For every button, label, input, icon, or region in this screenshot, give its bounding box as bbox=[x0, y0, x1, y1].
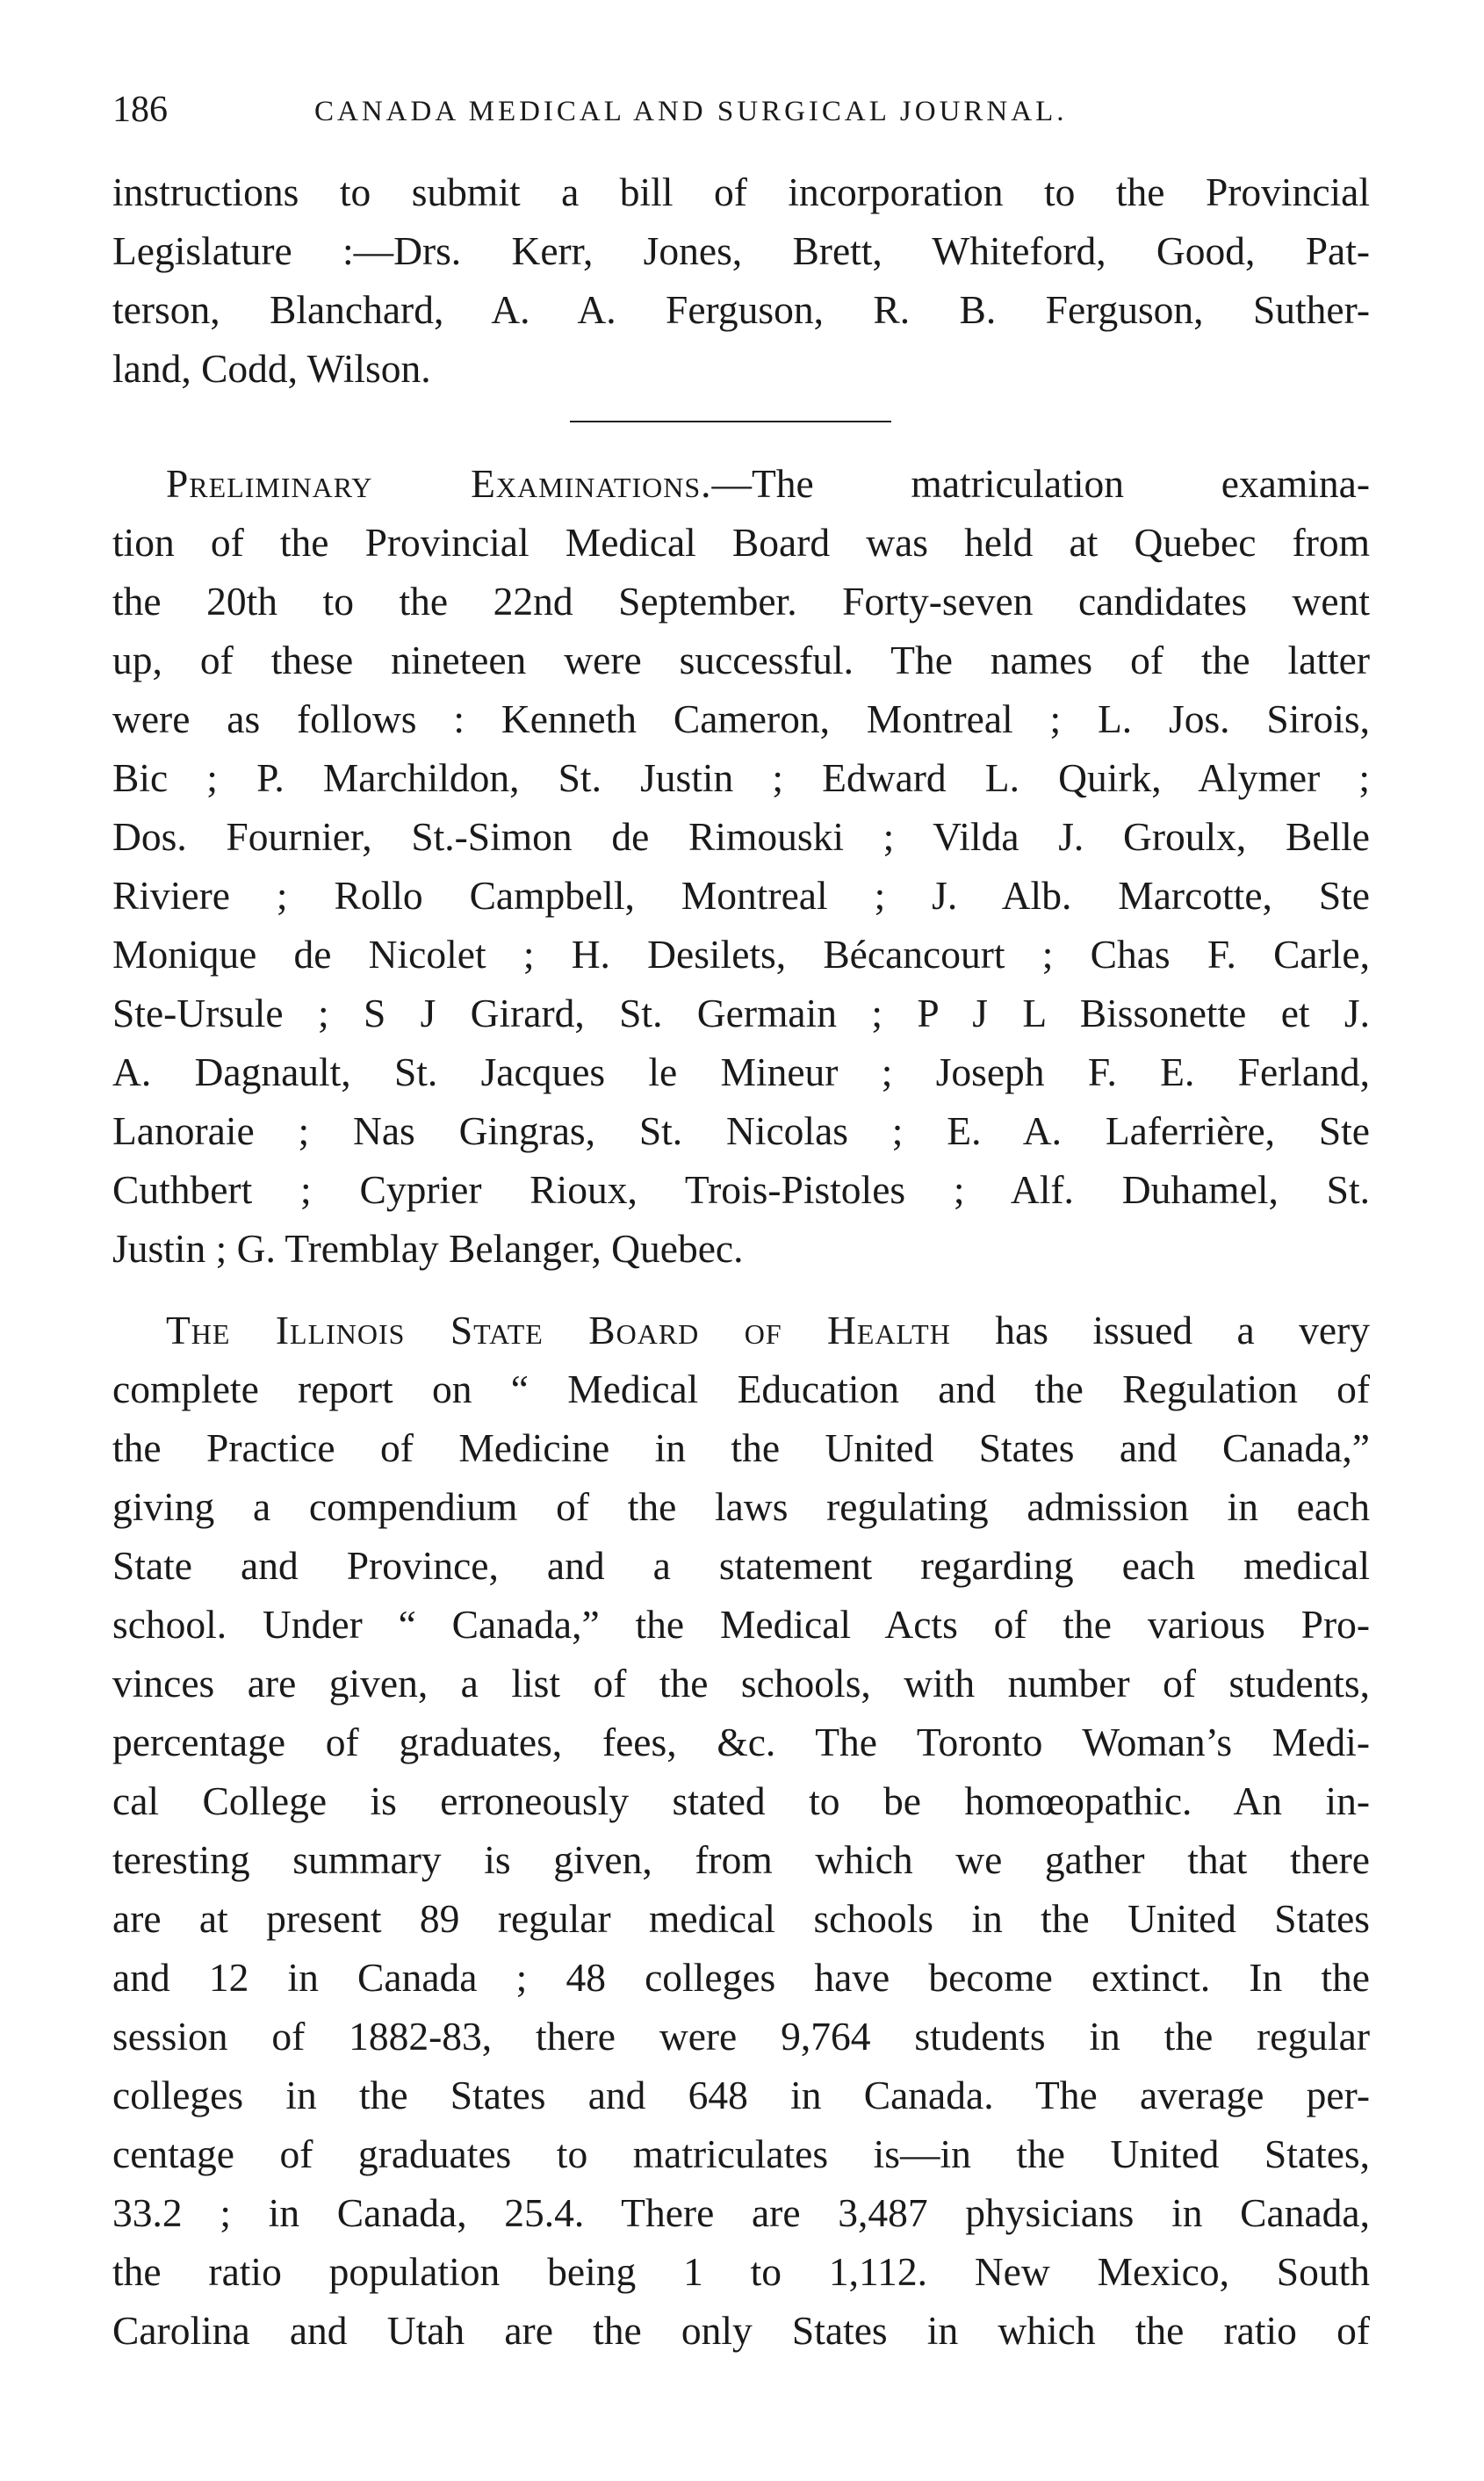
text-line: were as follows : Kenneth Cameron, Montreal ; L. Jos. Sirois, bbox=[112, 696, 1370, 741]
text-line: school. Under “ Canada,” the Medical Acts of the various Pro- bbox=[112, 1602, 1370, 1647]
text-line: Bic ; P. Marchildon, St. Justin ; Edward L. Quirk, Alymer ; bbox=[112, 755, 1370, 800]
text-line: giving a compendium of the laws regulating admission in each bbox=[112, 1484, 1370, 1529]
text-line: Carolina and Utah are the only States in which the ratio of bbox=[112, 2308, 1370, 2353]
continued-paragraph bbox=[112, 162, 1370, 398]
text-line: Legislature :—Drs. Kerr, Jones, Brett, Whiteford, Good, Pat- bbox=[112, 228, 1370, 273]
text-line: session of 1882-83, there were 9,764 students in the regular bbox=[112, 2014, 1370, 2059]
text-line: percentage of graduates, fees, &c. The Toronto Woman’s Medi- bbox=[112, 1720, 1370, 1764]
preliminary-examinations-paragraph bbox=[112, 454, 1370, 1278]
text-line: A. Dagnault, St. Jacques le Mineur ; Joseph F. E. Ferland, bbox=[112, 1049, 1370, 1094]
text-line: Dos. Fournier, St.-Simon de Rimouski ; Vilda J. Groulx, Belle bbox=[112, 814, 1370, 859]
text-line: Ste-Ursule ; S J Girard, St. Germain ; P J L Bissonette et J. bbox=[112, 991, 1370, 1035]
section-heading: The Illinois State Board of Health bbox=[166, 1308, 951, 1352]
text-line: the 20th to the 22nd September. Forty-seven candidates went bbox=[112, 579, 1370, 624]
text-line bbox=[112, 454, 1370, 513]
text-line: Justin ; G. Tremblay Belanger, Quebec. bbox=[112, 1226, 744, 1271]
text-line: the Practice of Medicine in the United States and Canada,” bbox=[112, 1425, 1370, 1470]
text-line: the ratio population being 1 to 1,112. New Mexico, South bbox=[112, 2249, 1370, 2294]
text-line: up, of these nineteen were successful. The names of the latter bbox=[112, 638, 1370, 682]
text-line: terson, Blanchard, A. A. Ferguson, R. B. Ferguson, Suther- bbox=[112, 287, 1370, 332]
text-line: vinces are given, a list of the schools, with number of students, bbox=[112, 1661, 1370, 1706]
section-divider bbox=[570, 421, 891, 422]
text-line: 33.2 ; in Canada, 25.4. There are 3,487 physicians in Canada, bbox=[112, 2190, 1370, 2235]
section-heading: Preliminary Examinations. bbox=[166, 461, 712, 506]
journal-page bbox=[112, 83, 1370, 2360]
journal-title: CANADA MEDICAL AND SURGICAL JOURNAL. bbox=[314, 96, 1068, 127]
text-line: complete report on “ Medical Education and the Regulation of bbox=[112, 1367, 1370, 1411]
text-line: instructions to submit a bill of incorporation to the Provincial bbox=[112, 169, 1370, 214]
paragraph-gap bbox=[112, 1278, 1370, 1301]
text-line: and 12 in Canada ; 48 colleges have become extinct. In the bbox=[112, 1955, 1370, 2000]
text-line: land, Codd, Wilson. bbox=[112, 346, 431, 391]
text-line: colleges in the States and 648 in Canada. The average per- bbox=[112, 2073, 1370, 2117]
text-line: Cuthbert ; Cyprier Rioux, Trois-Pistoles ; Alf. Duhamel, St. bbox=[112, 1167, 1370, 1212]
illinois-report-paragraph bbox=[112, 1301, 1370, 2360]
text-line: Lanoraie ; Nas Gingras, St. Nicolas ; E. A. Laferrière, Ste bbox=[112, 1108, 1370, 1153]
text-line: are at present 89 regular medical schools in the United States bbox=[112, 1896, 1370, 1941]
page-number: 186 bbox=[112, 90, 168, 130]
heading-continuation: —The matriculation examina- bbox=[711, 461, 1370, 506]
text-line: Monique de Nicolet ; H. Desilets, Bécancourt ; Chas F. Carle, bbox=[112, 932, 1370, 977]
text-line: State and Province, and a statement regarding each medical bbox=[112, 1543, 1370, 1588]
text-line: cal College is erroneously stated to be homœopathic. An in- bbox=[112, 1778, 1370, 1823]
text-line bbox=[112, 1301, 1370, 1360]
text-line: teresting summary is given, from which we gather that there bbox=[112, 1837, 1370, 1882]
text-line: Riviere ; Rollo Campbell, Montreal ; J. Alb. Marcotte, Ste bbox=[112, 873, 1370, 918]
heading-continuation: has issued a very bbox=[950, 1308, 1370, 1352]
text-line: tion of the Provincial Medical Board was held at Quebec from bbox=[112, 520, 1370, 565]
text-line: centage of graduates to matriculates is—in the United States, bbox=[112, 2131, 1370, 2176]
running-head bbox=[112, 83, 1370, 136]
